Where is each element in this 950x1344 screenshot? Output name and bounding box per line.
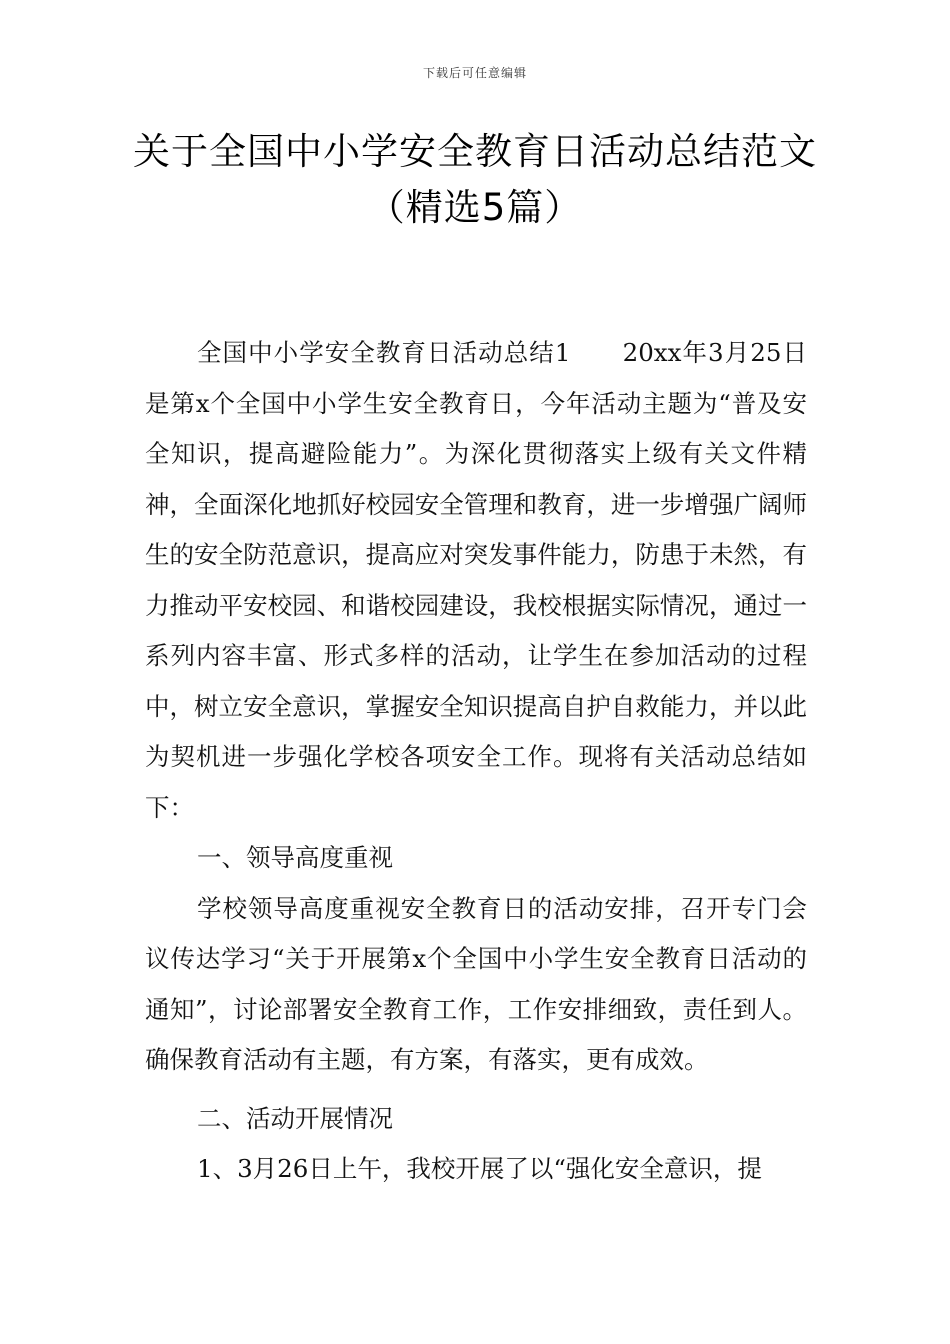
paragraph-intro: 全国中小学安全教育日活动总结1 20xx年3月25日是第x个全国中小学生安全教育日，今年活动主题为“普及安全知识，提高避险能力”。为深化贯彻落实上级有关文件精神，全面深化地抓好校园安全管理和教育，进一步增强广阔师生的安全防范意识，提高应对突发事件能力，防患于未然，有力推动平安校园、和谐校园建设，我校根据实际情况，通过一系列内容丰富、形式多样的活动，让学生在参加活动的过程中，树立安全意识，掌握安全知识提高自护自救能力，并以此为契机进一步强化学校各项安全工作。现将有关活动总结如下：	[145, 338, 807, 822]
section-heading-activities: 二、活动开展情况	[197, 1103, 393, 1133]
title-line-1: 关于全国中小学安全教育日活动总结范文	[133, 130, 817, 173]
header-note: 下载后可任意编辑	[422, 66, 527, 80]
title-line-2: （精选5篇）	[367, 186, 583, 229]
document-title	[0, 124, 950, 236]
section-heading-leadership: 一、领导高度重视	[197, 843, 393, 872]
document-body	[145, 328, 807, 1195]
paragraph-activities: 1、3月26日上午，我校开展了以“强化安全意识，提	[197, 1154, 762, 1183]
paragraph-leadership: 学校领导高度重视安全教育日的活动安排，召开专门会议传达学习“关于开展第x个全国中小学生安全教育日活动的通知”，讨论部署安全教育工作，工作安排细致，责任到人。确保教育活动有主题，有方案，有落实，更有成效。	[145, 893, 807, 1074]
